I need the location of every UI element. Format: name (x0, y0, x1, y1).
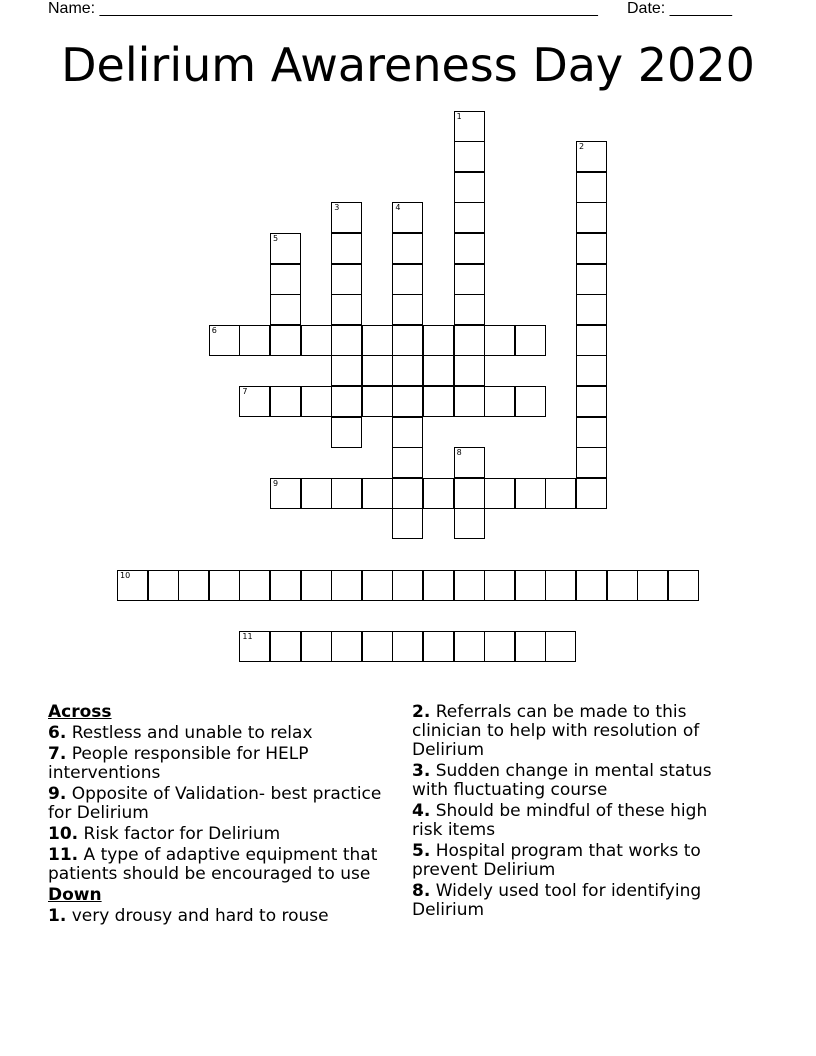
clue-number: 6 (211, 325, 217, 335)
clue-number: 8 (456, 448, 462, 458)
crossword-cell[interactable] (362, 478, 393, 509)
crossword-cell[interactable] (423, 631, 454, 662)
crossword-cell[interactable] (454, 508, 485, 539)
clue-across-10: 10. Risk factor for Delirium (48, 824, 281, 844)
crossword-cell[interactable] (392, 386, 423, 417)
clue-down-4: 4. Should be mindful of these high risk items (412, 801, 708, 840)
name-field-label: Name: ________________________________________________________ (48, 0, 598, 17)
clue-number: 9 (273, 478, 279, 488)
clue-across-9: 9. Opposite of Validation- best practice for Delirium (48, 784, 382, 823)
clues-column-right (412, 703, 742, 922)
crossword-cell[interactable] (392, 325, 423, 356)
crossword-cell[interactable] (454, 111, 485, 142)
crossword-cell[interactable] (362, 325, 393, 356)
crossword-cell[interactable] (576, 478, 607, 509)
crossword-cell[interactable] (423, 478, 454, 509)
clue-across-6: 6. Restless and unable to relax (48, 723, 313, 743)
crossword-cell[interactable] (392, 294, 423, 325)
crossword-cell[interactable] (576, 141, 607, 172)
crossword-cell[interactable] (668, 570, 699, 601)
clue-down-5: 5. Hospital program that works to prevent Delirium (412, 841, 701, 880)
crossword-cell[interactable] (331, 355, 362, 386)
crossword-cell[interactable] (515, 386, 546, 417)
crossword-cell[interactable] (270, 570, 301, 601)
crossword-cell[interactable] (545, 478, 576, 509)
crossword-cell[interactable] (331, 570, 362, 601)
crossword-cell[interactable] (484, 386, 515, 417)
crossword-cell[interactable] (515, 478, 546, 509)
crossword-cell[interactable] (545, 570, 576, 601)
clue-down-3: 3. Sudden change in mental status with fluctuating course (412, 761, 712, 800)
crossword-cell[interactable] (270, 478, 301, 509)
across-heading: Across (48, 702, 112, 722)
crossword-cell[interactable] (454, 631, 485, 662)
crossword-cell[interactable] (454, 570, 485, 601)
crossword-cell[interactable] (576, 233, 607, 264)
crossword-cell[interactable] (209, 325, 240, 356)
crossword-cell[interactable] (362, 631, 393, 662)
crossword-cell[interactable] (454, 172, 485, 203)
clue-down-1: 1. very drousy and hard to rouse (48, 906, 329, 926)
crossword-cell[interactable] (454, 264, 485, 295)
crossword-cell[interactable] (331, 631, 362, 662)
crossword-cell[interactable] (576, 325, 607, 356)
crossword-cell[interactable] (117, 570, 148, 601)
crossword-cell[interactable] (270, 325, 301, 356)
crossword-cell[interactable] (484, 631, 515, 662)
crossword-cell[interactable] (331, 417, 362, 448)
crossword-cell[interactable] (423, 570, 454, 601)
crossword-cell[interactable] (270, 233, 301, 264)
crossword-cell[interactable] (423, 386, 454, 417)
clues-column-left (48, 703, 398, 928)
crossword-cell[interactable] (515, 325, 546, 356)
crossword-cell[interactable] (607, 570, 638, 601)
crossword-cell[interactable] (270, 631, 301, 662)
date-field-label: Date: _______ (627, 0, 732, 17)
clue-number: 7 (242, 387, 248, 396)
crossword-cell[interactable] (239, 631, 270, 662)
crossword-cell[interactable] (576, 570, 607, 601)
crossword-cell[interactable] (454, 447, 485, 478)
crossword-cell[interactable] (454, 355, 485, 386)
crossword-cell[interactable] (484, 478, 515, 509)
crossword-cell[interactable] (239, 386, 270, 417)
crossword-cell[interactable] (515, 631, 546, 662)
crossword-cell[interactable] (392, 264, 423, 295)
crossword-cell[interactable] (392, 447, 423, 478)
crossword-cell[interactable] (301, 325, 332, 356)
crossword-cell[interactable] (576, 202, 607, 233)
crossword-cell[interactable] (392, 631, 423, 662)
crossword-cell[interactable] (239, 325, 270, 356)
crossword-cell[interactable] (331, 386, 362, 417)
crossword-cell[interactable] (270, 294, 301, 325)
crossword-cell[interactable] (148, 570, 179, 601)
crossword-cell[interactable] (454, 325, 485, 356)
crossword-cell[interactable] (301, 478, 332, 509)
down-heading: Down (48, 885, 102, 905)
crossword-cell[interactable] (392, 233, 423, 264)
clue-number: 11 (242, 631, 253, 641)
crossword-cell[interactable] (423, 325, 454, 356)
crossword-cell[interactable] (576, 355, 607, 386)
crossword-cell[interactable] (576, 447, 607, 478)
crossword-cell[interactable] (484, 325, 515, 356)
crossword-cell[interactable] (454, 294, 485, 325)
crossword-cell[interactable] (392, 202, 423, 233)
crossword-cell[interactable] (576, 386, 607, 417)
crossword-cell[interactable] (423, 355, 454, 386)
crossword-cell[interactable] (454, 202, 485, 233)
crossword-cell[interactable] (454, 233, 485, 264)
crossword-cell[interactable] (637, 570, 668, 601)
crossword-cell[interactable] (331, 233, 362, 264)
crossword-cell[interactable] (331, 325, 362, 356)
crossword-cell[interactable] (209, 570, 240, 601)
crossword-cell[interactable] (392, 478, 423, 509)
crossword-cell[interactable] (576, 264, 607, 295)
crossword-cell[interactable] (239, 570, 270, 601)
crossword-cell[interactable] (331, 294, 362, 325)
crossword-cell[interactable] (576, 172, 607, 203)
clue-number: 3 (334, 203, 340, 213)
crossword-cell[interactable] (392, 417, 423, 448)
crossword-cell[interactable] (331, 264, 362, 295)
crossword-cell[interactable] (178, 570, 209, 601)
crossword-cell[interactable] (515, 570, 546, 601)
crossword-cell[interactable] (484, 570, 515, 601)
clue-number: 1 (456, 111, 462, 121)
crossword-cell[interactable] (270, 264, 301, 295)
crossword-cell[interactable] (331, 478, 362, 509)
crossword-cell[interactable] (454, 141, 485, 172)
crossword-cell[interactable] (301, 570, 332, 601)
crossword-cell[interactable] (454, 386, 485, 417)
clue-number: 10 (120, 570, 131, 580)
clue-across-7: 7. People responsible for HELP interventions (48, 744, 309, 783)
clue-number: 4 (395, 203, 401, 213)
crossword-cell[interactable] (301, 386, 332, 417)
crossword-cell[interactable] (576, 417, 607, 448)
crossword-cell[interactable] (331, 202, 362, 233)
crossword-cell[interactable] (362, 570, 393, 601)
clue-across-11: 11. A type of adaptive equipment that patients should be encouraged to use (48, 845, 378, 884)
crossword-cell[interactable] (545, 631, 576, 662)
crossword-cell[interactable] (362, 355, 393, 386)
crossword-cell[interactable] (362, 386, 393, 417)
crossword-cell[interactable] (270, 386, 301, 417)
crossword-cell[interactable] (301, 631, 332, 662)
page-title: Delirium Awareness Day 2020 (61, 38, 755, 92)
crossword-cell[interactable] (576, 294, 607, 325)
clue-number: 5 (273, 234, 279, 243)
clue-number: 2 (579, 142, 585, 152)
clue-down-2: 2. Referrals can be made to this clinician to help with resolution of Delirium (412, 702, 700, 760)
crossword-cell[interactable] (392, 355, 423, 386)
crossword-cell[interactable] (392, 570, 423, 601)
clue-down-8: 8. Widely used tool for identifying Delirium (412, 881, 702, 920)
crossword-cell[interactable] (454, 478, 485, 509)
crossword-cell[interactable] (392, 508, 423, 539)
